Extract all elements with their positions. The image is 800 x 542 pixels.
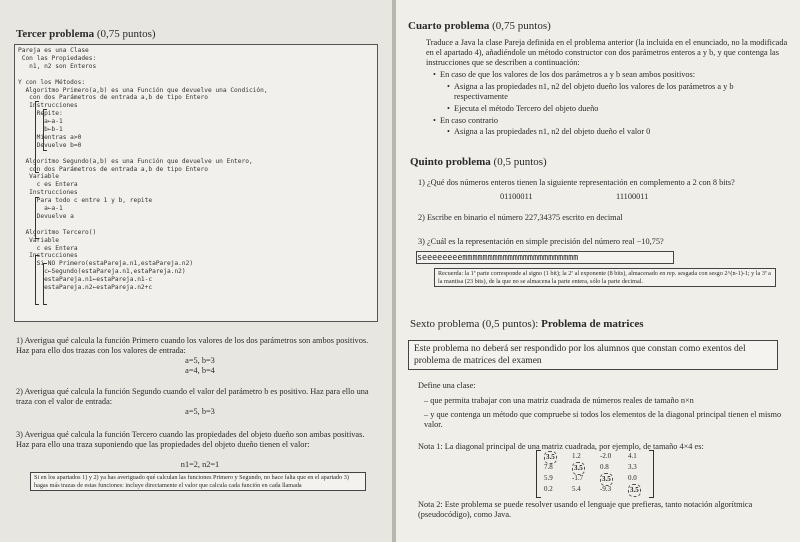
problem-4-intro: Traduce a Java la clase Pareja definida en el problema anterior (la incluida en el enunciado, no la modificada en el apartado 4), añadiéndole un método constructor con dos parámetros enteros a y b, y que contenga las instrucciones que se describen a continuación: — [426, 38, 788, 67]
exemption-notice: Este problema no deberá ser respondido por los alumnos que constan como exentos del problema de matrices del examen — [408, 340, 778, 370]
question-1: 1) Averigua qué calcula la función Primero cuando los valores de los dos parámetros son ambos positivos. Haz para ello dos trazas con los valores de entrada: — [16, 336, 369, 355]
right-page — [396, 0, 800, 542]
problem-6-heading — [410, 318, 644, 330]
problem-4-run-tercero: • Ejecuta el método Tercero del objeto dueño — [454, 104, 784, 114]
problem-6-title: Sexto problema — [410, 318, 480, 330]
block-bracket — [35, 101, 39, 173]
binary-value-2: 11100011 — [616, 192, 649, 201]
single-precision-format-field: seeeeeeeemmmmmmmmmmmmmmmmmmmmmmm — [416, 251, 674, 264]
matrix-right-bracket — [649, 450, 654, 498]
problem-3-heading — [16, 28, 156, 40]
problem-5-heading — [410, 156, 547, 168]
problem-3-points: (0,75 puntos) — [96, 28, 156, 40]
code-line: Devuelve a — [18, 212, 74, 220]
define-class-label: Define una clase: — [418, 381, 476, 390]
question-1-input-2: a=4, b=4 — [185, 366, 215, 375]
matrix-diagonal-cell: 3.5 — [572, 462, 585, 475]
code-line: con dos Parámetros de entrada a,b de tipo Entero — [18, 165, 208, 173]
diagonal-matrix — [536, 450, 654, 496]
matrix-diagonal-cell: 3.5 — [628, 484, 641, 497]
code-line: Instrucciones — [18, 102, 78, 110]
code-line: c es Entera — [18, 244, 78, 252]
code-line: Mientras a>0 — [18, 133, 82, 141]
code-line: con dos Parámetros de entrada a,b de tipo Entero — [18, 94, 208, 102]
code-line: Con las Propiedades: — [18, 54, 97, 62]
problem-5-question-2: 2) Escribe en binario el número 227,34375 escrito en decimal — [418, 213, 623, 222]
matrix-cell: 4.1 — [628, 452, 637, 460]
block-bracket — [43, 109, 47, 151]
code-line: Y con los Métodos: — [18, 78, 86, 86]
code-line: Algoritmo Tercero() — [18, 228, 97, 236]
note-1: Nota 1: La diagonal principal de una matriz cuadrada, por ejemplo, de tamaño 4×4 es: — [418, 442, 704, 451]
note-2: Nota 2: Este problema se puede resolver usando el lenguaje que prefieras, tanto notación algorítmica (pseudocódigo), como Java. — [418, 500, 753, 519]
left-page — [0, 0, 392, 542]
problem-6-subtitle: Problema de matrices — [541, 318, 644, 330]
code-line: c es Entera — [18, 181, 78, 189]
problem-5-question-1: 1) ¿Qué dos números enteros tienen la siguiente representación en complemento a 2 con 8 bits? — [418, 178, 735, 187]
matrix-cell: -1.7 — [572, 474, 584, 482]
requirement-1: – que permita trabajar con una matriz cuadrada de números reales de tamaño n×n — [424, 396, 694, 405]
block-bracket — [35, 255, 39, 305]
code-line: Algoritmo Segundo(a,b) es una Función que devuelve un Entero, — [18, 157, 253, 165]
matrix-cell: 0.0 — [628, 474, 637, 482]
problem-4-assign-values: • Asigna a las propiedades n1, n2 del objeto dueño los valores de los parámetros a y b respectivamente — [454, 82, 784, 102]
problem-5-title: Quinto problema — [410, 156, 491, 168]
code-line: b←b-1 — [18, 126, 63, 133]
block-bracket — [35, 197, 39, 239]
problem-4-assign-zero: • Asigna a las propiedades n1, n2 del objeto dueño el valor 0 — [454, 127, 784, 137]
problem-4-case-else: • En caso contrario — [440, 116, 770, 126]
problem-4-heading — [408, 20, 551, 32]
problem-4-points: (0,75 puntos) — [492, 20, 551, 32]
problem-6-points: (0,5 puntos): — [482, 318, 539, 330]
problem-4-case-positive: • En caso de que los valores de los dos parámetros a y b sean ambos positivos: — [440, 70, 780, 80]
matrix-cell: -2.0 — [600, 452, 612, 460]
problem-3-title: Tercer problema — [16, 28, 95, 40]
code-line: Algoritmo Primero(a,b) es una Función que devuelve una Condición, — [18, 86, 268, 94]
question-3: 3) Averigua qué calcula la función Tercero cuando las propiedades del objeto dueño son ambas positivas. Haz para ello una traza suponiendo que las propiedades del objeto dueño tienen el valor: — [16, 430, 365, 449]
requirement-2: – y que contenga un método que compruebe si todos los elementos de la diagonal principal tienen el mismo valor. — [424, 410, 782, 429]
code-line: Instrucciones — [18, 252, 78, 260]
matrix-diagonal-cell: 3.5 — [600, 473, 613, 486]
code-line: c←Segundo(estaPareja.n1,estaPareja.n2) — [18, 268, 186, 276]
code-line: Para todo c entre 1 y b, repite — [18, 197, 153, 205]
matrix-cell: 7.8 — [544, 463, 553, 471]
question-3-input: n1=2, n2=1 — [180, 460, 220, 469]
traces-note: Si en los apartados 1) y 2) ya has averiguado qué calculan las funciones Primero y Segundo, no hace falta que en el apartado 3) hagas más trazas de estas funciones: incluye directamente el valor que calcula cada función en cada llamada — [30, 472, 366, 491]
matrix-cell: 5.4 — [572, 485, 581, 493]
code-line: Variable — [18, 173, 59, 181]
matrix-cell: 0.8 — [600, 463, 609, 471]
code-line: Instrucciones — [18, 189, 78, 197]
matrix-left-bracket — [536, 450, 541, 498]
code-line: n1, n2 son Enteros — [18, 62, 97, 70]
matrix-cell: 5.9 — [544, 474, 553, 482]
matrix-cell: 3.3 — [628, 463, 637, 471]
single-precision-reminder: Recuerda: la 1ª parte corresponde al signo (1 bit); la 2ª al exponente (8 bits), almacenado en rep. sesgada con sesgo 2^(n-1)-1; y la 3ª a la mantisa (23 bits), de la que no se almacena la parte entera, sólo la parte decimal. — [434, 268, 776, 287]
code-line: a←a-1 — [18, 118, 63, 126]
code-line: estaPareja.n1←estaPareja.n1-c — [18, 276, 153, 284]
code-line: Devuelve b=0 — [18, 141, 82, 149]
matrix-cell: 0.2 — [544, 485, 553, 493]
problem-5-question-3: 3) ¿Cuál es la representación en simple precisión del número real −10,75? — [418, 237, 664, 246]
code-line: estaPareja.n2←estaPareja.n2+c — [18, 284, 153, 291]
code-line: Repite: — [18, 110, 63, 118]
pseudocode-box — [14, 44, 378, 322]
problem-4-title: Cuarto problema — [408, 20, 490, 32]
question-2: 2) Averigua qué calcula la función Segundo cuando el valor del parámetro b es positivo. Haz para ello una traza con el valor de entrada: — [16, 387, 369, 406]
code-line: Variable — [18, 236, 59, 244]
code-line: a←a-1 — [18, 205, 63, 212]
matrix-cell: 1.2 — [572, 452, 581, 460]
question-2-input: a=5, b=3 — [185, 407, 215, 416]
problem-5-points: (0,5 puntos) — [493, 156, 547, 168]
code-line: Si NO Primero(estaPareja.n1,estaPareja.n2) — [18, 260, 194, 268]
matrix-diagonal-cell: 3.5 — [544, 451, 557, 464]
binary-value-1: 01100011 — [500, 192, 533, 201]
code-line: Pareja es una Clase — [18, 47, 89, 54]
matrix-cell: -9.3 — [600, 485, 612, 493]
block-bracket — [43, 263, 47, 305]
question-1-input-1: a=5, b=3 — [185, 356, 215, 365]
